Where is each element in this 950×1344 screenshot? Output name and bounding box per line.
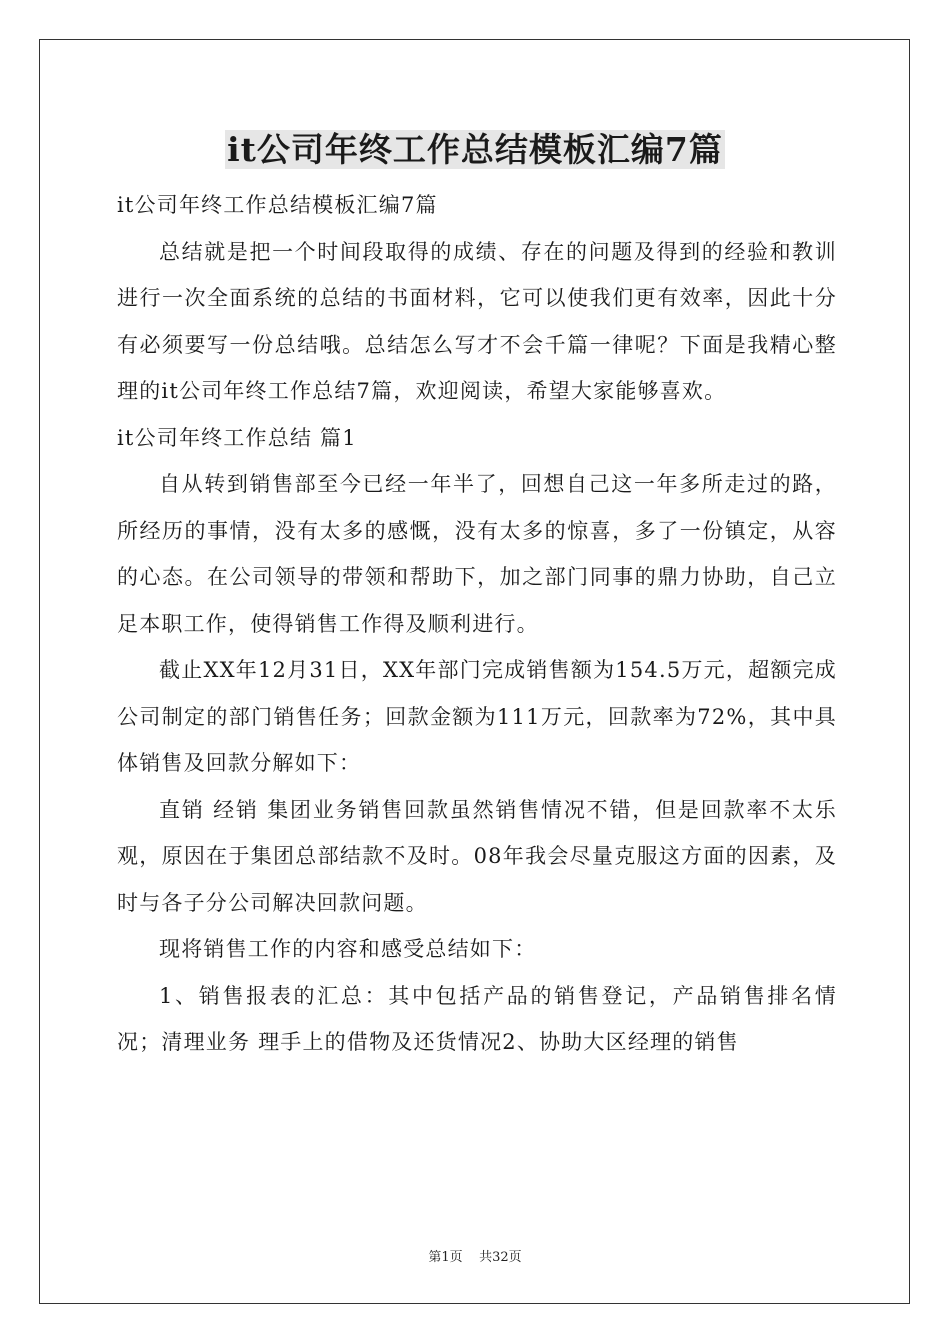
- document-title-text: it公司年终工作总结模板汇编7篇: [227, 130, 723, 169]
- body-paragraph: 1、销售报表的汇总：其中包括产品的销售登记，产品销售排名情况；清理业务 理手上的借物及还货情况2、协助大区经理的销售: [117, 983, 837, 1054]
- body-paragraph: 现将销售工作的内容和感受总结如下：: [159, 937, 537, 961]
- document-body: [117, 182, 837, 1066]
- section-heading: it公司年终工作总结 篇1: [117, 425, 357, 450]
- intro-paragraph: 总结就是把一个时间段取得的成绩、存在的问题及得到的经验和教训进行一次全面系统的总结的书面材料，它可以使我们更有效率，因此十分有必须要写一份总结哦。总结怎么写才不会千篇一律呢？下面是我精心整理的it公司年终工作总结7篇，欢迎阅读，希望大家能够喜欢。: [117, 239, 837, 403]
- body-paragraph: 直销 经销 集团业务销售回款虽然销售情况不错，但是回款率不太乐观，原因在于集团总部结款不及时。08年我会尽量克服这方面的因素，及时与各子分公司解决回款问题。: [117, 797, 837, 915]
- document-title: [0, 128, 950, 172]
- body-paragraph: 截止XX年12月31日，XX年部门完成销售额为154.5万元，超额完成公司制定的部门销售任务；回款金额为111万元，回款率为72%，其中具体销售及回款分解如下：: [117, 658, 837, 775]
- page-footer: 第1页 共32页: [428, 1250, 522, 1265]
- body-paragraph: 自从转到销售部至今已经一年半了，回想自己这一年多所走过的路，所经历的事情，没有太多的感慨，没有太多的惊喜，多了一份镇定，从容的心态。在公司领导的带领和帮助下，加之部门同事的鼎力协助，自己立足本职工作，使得销售工作得及顺利进行。: [117, 472, 837, 636]
- subtitle-line: it公司年终工作总结模板汇编7篇: [117, 193, 438, 217]
